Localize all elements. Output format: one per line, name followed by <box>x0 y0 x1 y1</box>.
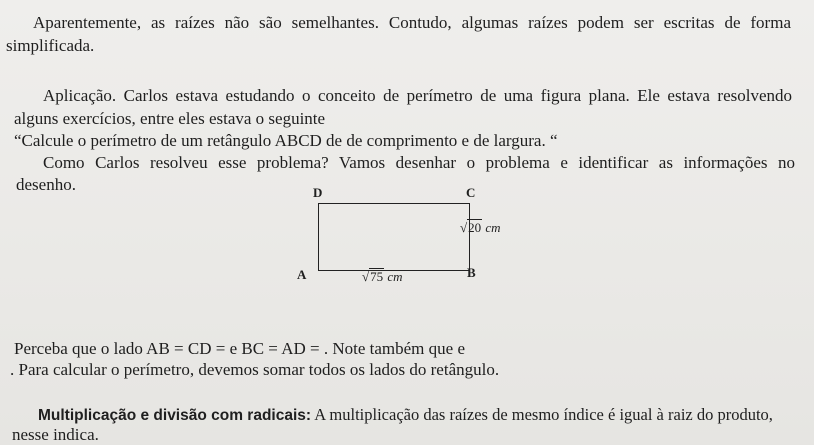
rectangle-abcd <box>318 203 470 271</box>
rectangle-figure <box>280 185 530 290</box>
paragraph-4-line-2: . Para calcular o perímetro, devemos somar todos os lados do retângulo. <box>10 360 500 379</box>
height-radicand: 20 <box>468 220 482 235</box>
paragraph-2-line-2: alguns exercícios, entre eles estava o seguinte <box>14 109 326 128</box>
paragraph-3-line-1: Como Carlos resolveu esse problema? Vamos desenhar o problema e identificar as informações no <box>43 153 795 172</box>
paragraph-1-line-2: simplificada. <box>6 36 95 55</box>
paragraph-5-line-2: nesse indica. <box>12 425 99 444</box>
paragraph-5-heading: Multiplicação e divisão com radicais: <box>38 407 312 424</box>
vertex-d-label: D <box>313 185 323 200</box>
paragraph-4-line-1: Perceba que o lado AB = CD = e BC = AD = . Note também que e <box>14 339 465 358</box>
sqrt-symbol: √ <box>362 269 370 284</box>
paragraph-2-line-3: “Calcule o perímetro de um retângulo ABCD de de comprimento e de largura. “ <box>14 131 558 150</box>
sqrt-symbol: √ <box>460 220 468 235</box>
width-dimension-label <box>362 269 403 285</box>
paragraph-3-line-2: desenho. <box>16 175 76 194</box>
paragraph-5-text: A multiplicação das raízes de mesmo índice é igual à raiz do produto, <box>311 405 773 424</box>
vertex-a-label: A <box>297 267 307 282</box>
vertex-b-label: B <box>467 265 476 280</box>
paragraph-2-line-1: Aplicação. Carlos estava estudando o conceito de perímetro de uma figura plana. Ele estava resolvendo <box>43 86 792 105</box>
paragraph-5-line-1 <box>38 404 773 426</box>
height-dimension-label <box>460 220 501 236</box>
width-unit: cm <box>387 269 403 284</box>
vertex-c-label: C <box>466 185 476 200</box>
width-radicand: 75 <box>370 269 384 284</box>
height-unit: cm <box>485 220 501 235</box>
paragraph-1-line-1: Aparentemente, as raízes não são semelhantes. Contudo, algumas raízes podem ser escritas de forma <box>33 13 791 32</box>
